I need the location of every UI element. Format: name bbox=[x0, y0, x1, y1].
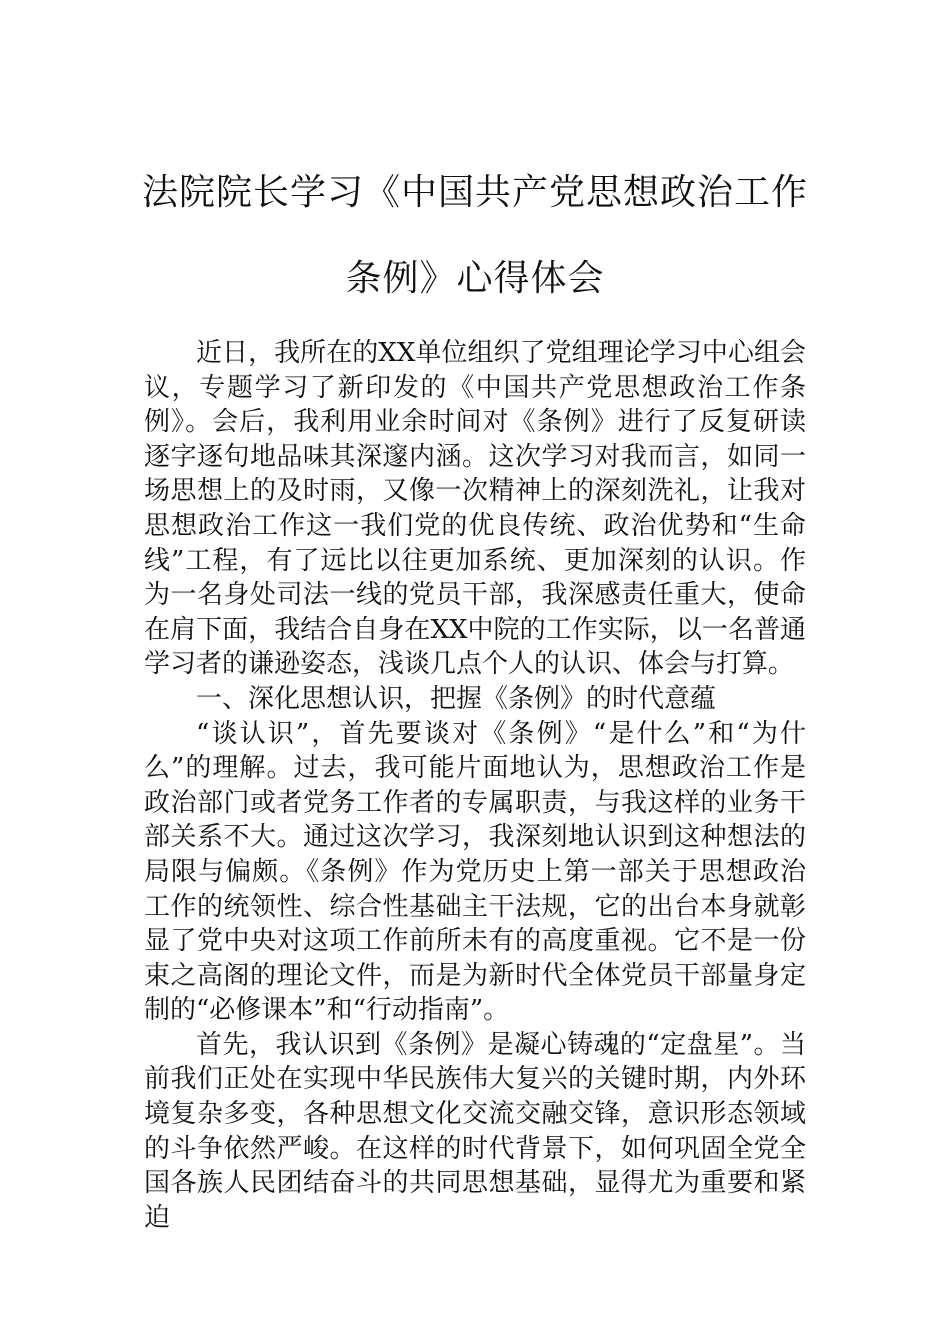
section-heading-1: 一、深化思想认识，把握《条例》的时代意蕴 bbox=[196, 683, 717, 714]
document-title bbox=[100, 150, 850, 322]
title-line-1: 法院院长学习《中国共产党思想政治工作 bbox=[141, 172, 808, 213]
paragraph-first-point: 首先，我认识到《条例》是凝心铸魂的“定盘星”。当前我们正处在实现中华民族伟大复兴的关键时期，内外环境复杂多变，各种思想文化交流交融交锋，意识形态领域的斗争依然严峻。在这样的时代背景下，如何巩固全党全国各族人民团结奋斗的共同思想基础，显得尤为重要和紧迫 bbox=[144, 1029, 806, 1233]
paragraph-understanding: “谈认识”，首先要谈对《条例》“是什么”和“为什么”的理解。过去，我可能片面地认为，思想政治工作是政治部门或者党务工作者的专属职责，与我这样的业务干部关系不大。通过这次学习，我深刻地认识到这种想法的局限与偏颇。《条例》作为党历史上第一部关于思想政治工作的统领性、综合性基础主干法规，它的出台本身就彰显了党中央对这项工作前所未有的高度重视。它不是一份束之高阁的理论文件，而是为新时代全体党员干部量身定制的“必修课本”和“行动指南”。 bbox=[144, 718, 806, 1026]
document-body bbox=[144, 336, 806, 1235]
paragraph-intro: 近日，我所在的XX单位组织了党组理论学习中心组会议，专题学习了新印发的《中国共产党思想政治工作条例》。会后，我利用业余时间对《条例》进行了反复研读逐字逐句地品味其深邃内涵。这次学习对我而言，如同一场思想上的及时雨，又像一次精神上的深刻洗礼，让我对思想政治工作这一我们党的优良传统、政治优势和“生命线”工程，有了远比以往更加系统、更加深刻的认识。作为一名身处司法一线的党员干部，我深感责任重大，使命在肩下面，我结合自身在XX中院的工作实际，以一名普通学习者的谦逊姿态，浅谈几点个人的认识、体会与打算。 bbox=[144, 338, 806, 680]
title-line-2: 条例》心得体会 bbox=[345, 258, 605, 299]
